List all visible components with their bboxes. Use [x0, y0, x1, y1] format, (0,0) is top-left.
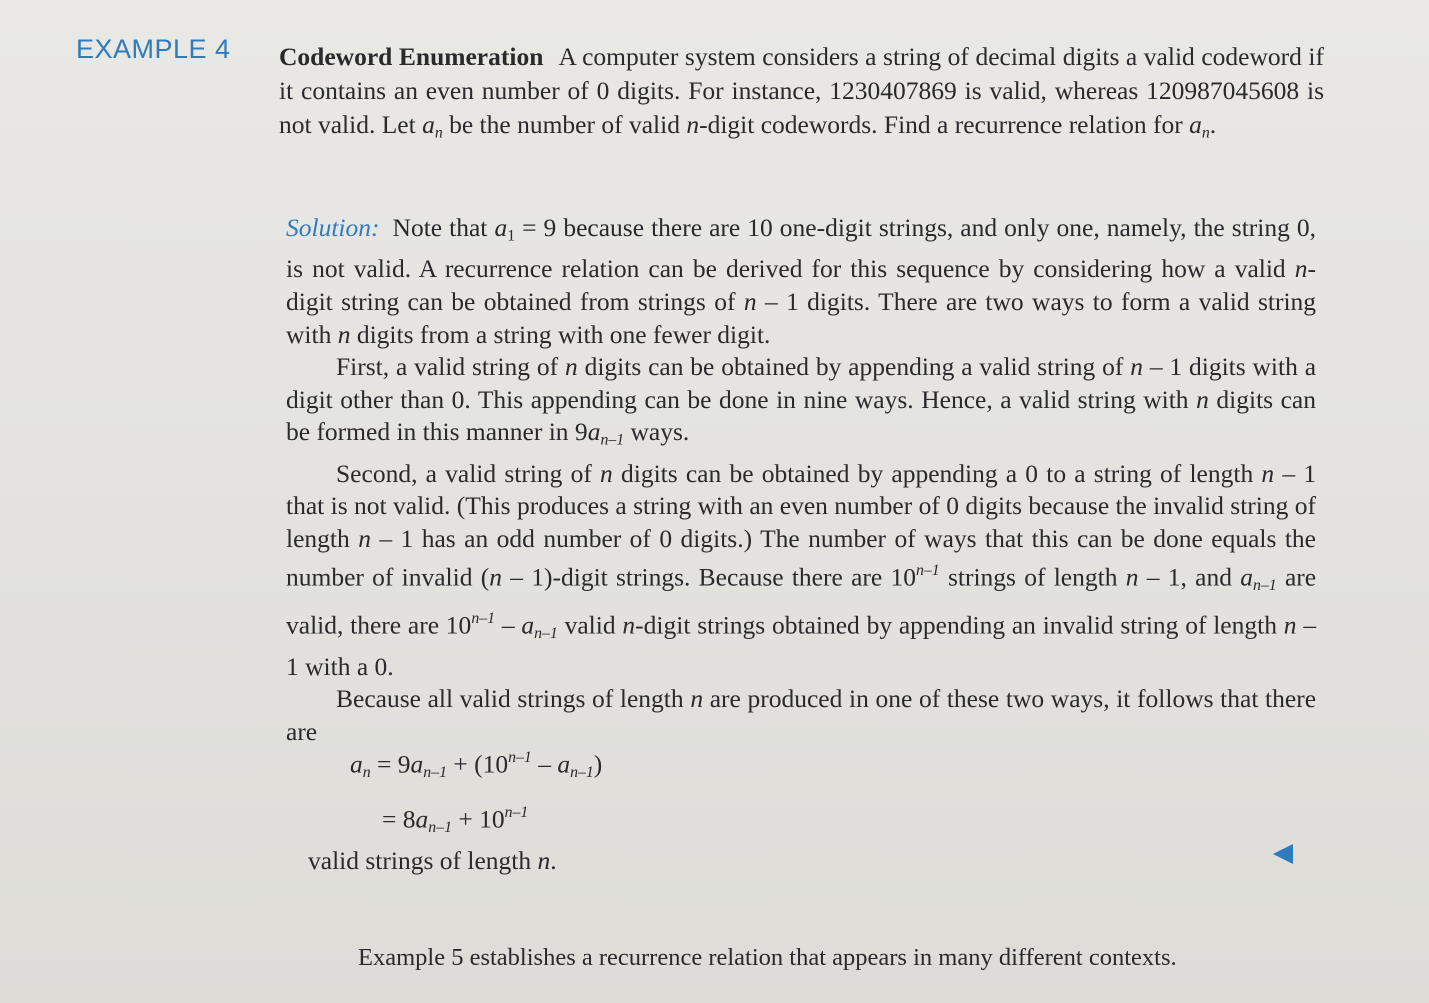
solution-section — [286, 212, 1316, 748]
equation-line-2: = $8a_{n-1} + 10^{n-1}$ — [382, 804, 529, 836]
conclusion-line: valid strings of length n. — [308, 846, 557, 875]
solution-paragraph-2: First, a valid string of n digits can be obtained by appending a valid string of n – 1 digits with a digit other than 0. This appending can be done in nine ways. Hence, a valid string with n digits can be formed in this manner in $9a_{n-1}$ ways. — [286, 352, 1317, 450]
end-of-example-triangle-icon — [1271, 843, 1295, 865]
footer-text: Example 5 establishes a recurrence relation that appears in many different contexts. — [358, 944, 1177, 971]
example-title: Codeword Enumeration — [279, 42, 544, 71]
solution-paragraph-1: Solution: Note that $a_1 = 9$ because there are 10 one-digit strings, and only one, namely, the string 0, is not valid. A recurrence relation can be derived for this sequence by considering how a valid n-digit string can be obtained from strings of n – 1 digits. There are two ways to form a valid string with n digits from a string with one fewer digit. — [286, 213, 1317, 349]
solution-label: Solution: — [286, 213, 380, 242]
example-label: EXAMPLE 4 — [76, 34, 231, 64]
solution-paragraph-3: Second, a valid string of n digits can be obtained by appending a 0 to a string of length n – 1 that is not valid. (This produces a string with an even number of 0 digits because the invalid string of length n – 1 has an odd number of 0 digits.) The number of ways that this can be done equals the number of invalid (n – 1)-digit strings. Because there are 10$^{n-1}$ strings of length n – 1, and $a_{n-1}$ are valid, there are $10^{n-1} - a_{n-1}$ valid n-digit strings obtained by appending an invalid string of length n – 1 with a 0. — [286, 458, 1317, 681]
recurrence-equations — [350, 738, 602, 848]
solution-paragraph-4: Because all valid strings of length n are produced in one of these two ways, it follows that there are — [286, 684, 1317, 746]
equation-line-1: $a_n = 9a_{n-1} + (10^{n-1} - a_{n-1})$ — [350, 749, 603, 781]
example-statement: Codeword Enumeration A computer system considers a string of decimal digits a valid codeword if it contains an even number of 0 digits. For instance, 1230407869 is valid, whereas 120987045608 is not valid. Let $a_n$ be the number of valid n-digit codewords. Find a recurrence relation for $a_n$. — [279, 42, 1324, 142]
